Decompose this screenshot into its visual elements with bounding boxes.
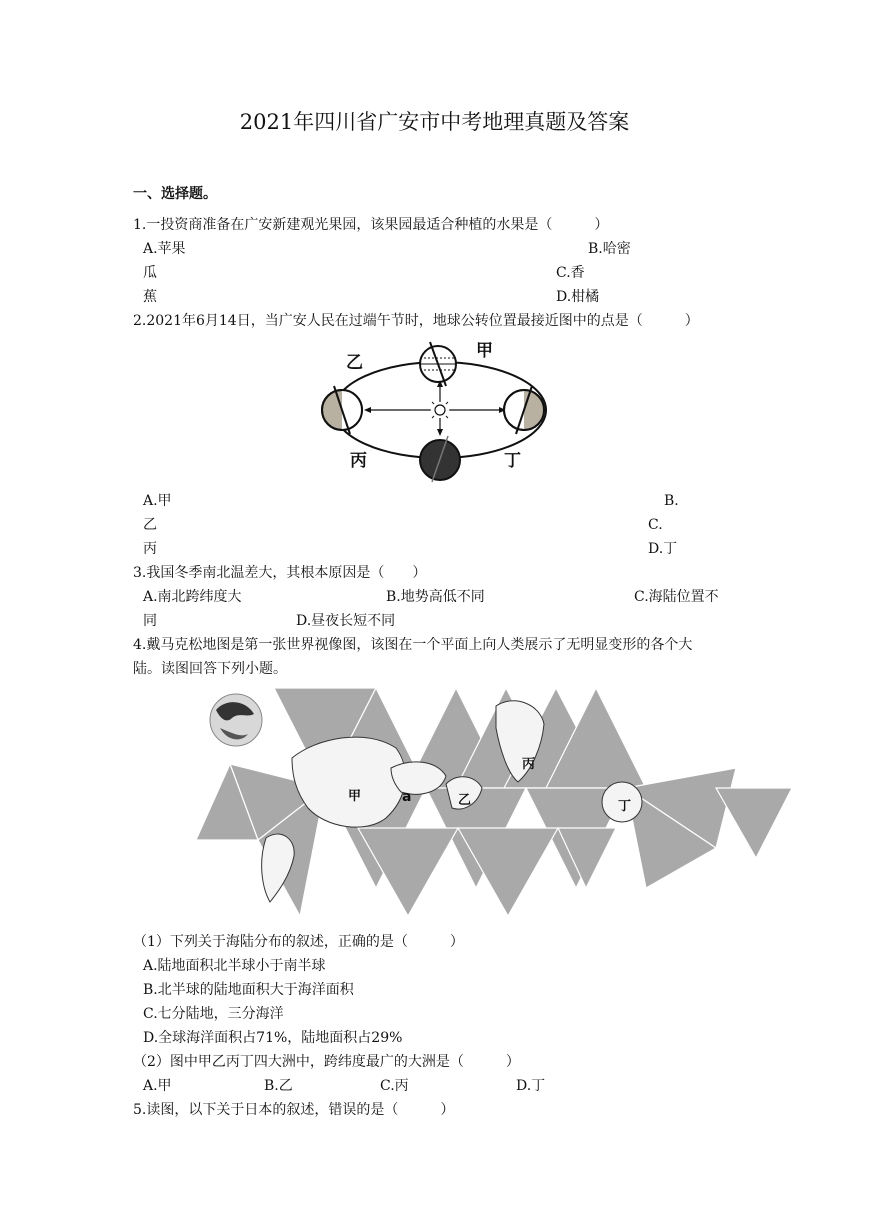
page-title: 2021年四川省广安市中考地理真题及答案 [239, 110, 630, 134]
q4-sub2-option-c[interactable]: C.丙 [380, 1078, 409, 1094]
arrowhead-left [364, 407, 371, 413]
q1-stem: 1.一投资商准备在广安新建观光果园，该果园最适合种植的水果是（ ） [133, 217, 609, 233]
q2-option-a[interactable]: A.甲 [143, 493, 172, 509]
q1-option-b-cont: 瓜 [143, 265, 157, 281]
q4-sub1-option-c[interactable]: C.七分陆地，三分海洋 [143, 1006, 284, 1022]
q3-option-d[interactable]: D.昼夜长短不同 [296, 613, 396, 629]
q4-sub1-stem: （1）下列关于海陆分布的叙述，正确的是（ ） [133, 934, 464, 950]
label-jia: 甲 [476, 341, 493, 361]
q5-stem: 5.读图，以下关于日本的叙述，错误的是（ ） [133, 1102, 455, 1118]
q4-sub1-option-a[interactable]: A.陆地面积北半球小于南半球 [143, 958, 326, 974]
q1-option-d[interactable]: D.柑橘 [556, 289, 600, 305]
section-heading: 一、选择题。 [133, 186, 217, 202]
q4-sub2-option-b[interactable]: B.乙 [264, 1078, 293, 1094]
earth-left-icon [322, 386, 362, 434]
label-jia: 甲 [348, 789, 362, 804]
q3-option-b[interactable]: B.地势高低不同 [386, 589, 485, 605]
q3-option-c[interactable]: C.海陆位置不 [634, 589, 719, 605]
q2-stem: 2.2021年6月14日，当广安人民在过端午节时，地球公转位置最接近图中的点是（ ） [133, 313, 699, 329]
q1-option-b[interactable]: B.哈密 [588, 241, 631, 257]
earth-top-icon [420, 342, 456, 386]
q1-option-c[interactable]: C.香 [556, 265, 585, 281]
q4-stem-line1: 4.戴马克松地图是第一张世界视像图，该图在一个平面上向人类展示了无明显变形的各个大 [133, 637, 693, 653]
label-a: a [402, 789, 412, 805]
icosahedron-net [196, 688, 792, 916]
q3-option-a[interactable]: A.南北跨纬度大 [143, 589, 242, 605]
q2-option-c-cont: 丙 [143, 541, 157, 557]
globe-icon [210, 694, 262, 746]
q2-option-b-cont: 乙 [143, 517, 157, 533]
label-yi: 乙 [458, 793, 472, 808]
q4-sub1-option-b[interactable]: B.北半球的陆地面积大于海洋面积 [143, 982, 354, 998]
q1-option-c-cont: 蕉 [143, 289, 157, 305]
q1-option-a[interactable]: A.苹果 [143, 241, 186, 257]
q4-sub2-option-d[interactable]: D.丁 [516, 1078, 546, 1094]
q3-stem: 3.我国冬季南北温差大，其根本原因是（ ） [133, 565, 427, 581]
label-yi: 乙 [346, 353, 363, 373]
q4-sub2-option-a[interactable]: A.甲 [143, 1078, 172, 1094]
dymaxion-map-figure [196, 688, 792, 916]
q4-stem-line2: 陆。读图回答下列小题。 [133, 661, 287, 677]
q3-option-c-cont: 同 [143, 613, 157, 629]
q2-option-c[interactable]: C. [648, 517, 663, 533]
q4-sub1-option-d[interactable]: D.全球海洋面积占71%，陆地面积占29% [143, 1030, 403, 1046]
label-bing: 丙 [350, 451, 367, 471]
q2-option-d[interactable]: D.丁 [648, 541, 678, 557]
q4-sub2-stem: （2）图中甲乙丙丁四大洲中，跨纬度最广的大洲是（ ） [133, 1054, 520, 1070]
label-ding: 丁 [618, 799, 632, 814]
label-ding: 丁 [504, 451, 521, 471]
earth-bottom-icon [420, 436, 460, 482]
q2-option-b[interactable]: B. [664, 493, 679, 509]
earth-orbit-figure [312, 336, 560, 488]
label-bing: 丙 [522, 757, 536, 772]
arrowhead-down [437, 429, 443, 436]
